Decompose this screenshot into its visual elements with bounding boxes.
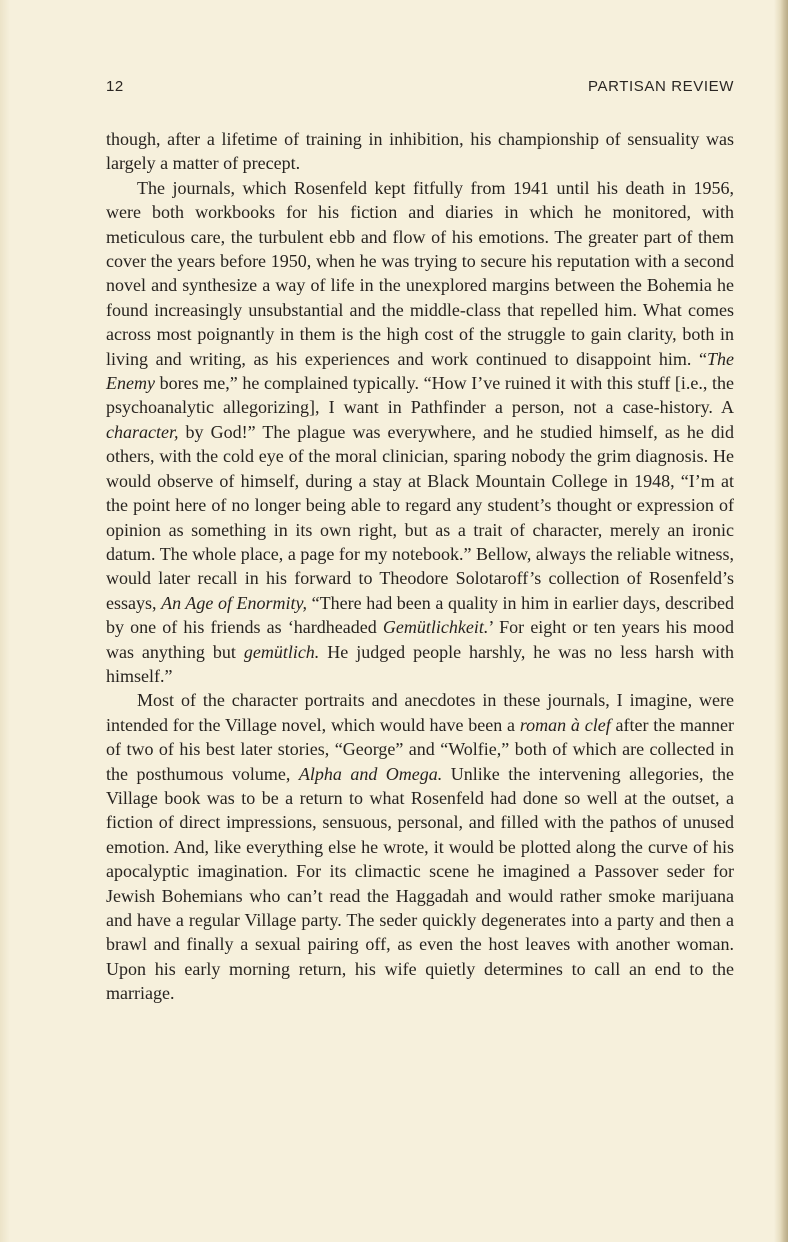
- paragraph-text: “There had been a quality in him in earlier days, described by one of his friends as ‘hardheaded: [106, 592, 734, 638]
- paragraph: [106, 688, 734, 1005]
- running-head: [106, 78, 734, 102]
- paragraph-text: Most of the character portraits and anecdotes in these journals, I imagine, were intended for the Village novel, which would have been a: [106, 690, 734, 735]
- paragraph-text: Unlike the intervening allegories, the Village book was to be a return to what Rosenfeld had done so well at the outset, a fiction of direct impressions, sensuous, personal, and filled with the pathos of unused emotion. And, like everything else he wrote, it would be plotted along the curve of his apocalyptic imagination. For its climactic scene he imagined a Passover seder for Jewish Bohemians who can’t read the Haggadah and would rather smoke marijuana and have a regular Village party. The seder quickly degenerates into a party and then a brawl and finally a sexual pairing off, as even the host leaves with another woman. Upon his early morning return, his wife quietly determines to call an end to the marriage.: [106, 763, 734, 1004]
- italic-text: An Age of Enormity,: [161, 592, 308, 613]
- italic-text: Alpha and Omega.: [298, 763, 443, 784]
- body-text: [106, 127, 734, 1006]
- paragraph-text: He judged people harshly, he was no less harsh with himself.”: [106, 641, 734, 686]
- paragraph-text: ’ For eight or ten years his mood was anything but: [106, 617, 734, 662]
- paragraph-text: bores me,” he complained typically. “How I’ve ruined it with this stuff [i.e., the psychoanalytic allegorizing], I want in Pathfinder a person, not a case-history. A: [106, 373, 734, 418]
- page-right-edge: [774, 0, 788, 1242]
- italic-text: gemütlich.: [243, 641, 320, 662]
- paragraph-text: though, after a lifetime of training in inhibition, his championship of sensuality was largely a matter of precept.: [106, 129, 734, 174]
- italic-text: character,: [106, 421, 179, 442]
- page-number: 12: [106, 78, 124, 95]
- paragraph-text: by God!” The plague was everywhere, and he studied himself, as he did others, with the cold eye of the moral clinician, sparing nobody the grim diagnosis. He would observe of himself, during a stay at Black Mountain College in 1948, “I’m at the point here of no longer being able to regard any student’s thought or expression of opinion as something in its own right, but as a trait of character, merely an ironic datum. The whole place, a page for my notebook.” Bellow, always the reliable witness, would later recall in his forward to Theodore Solotaroff’s collection of Rosenfeld’s essays,: [106, 421, 734, 613]
- paragraph-text: The journals, which Rosenfeld kept fitfully from 1941 until his death in 1956, were both workbooks for his fiction and diaries in which he monitored, with meticulous care, the turbulent ebb and flow of his emotions. The greater part of them cover the years before 1950, when he was trying to secure his reputation with a second novel and synthesize a way of life in the unexplored margins between the Bohemia he found increasingly unsubstantial and the middle-class that repelled him. What comes across most poignantly in them is the high cost of the struggle to gain clarity, both in living and writing, as his experiences and work continued to disappoint him. “: [106, 177, 734, 369]
- journal-title: PARTISAN REVIEW: [588, 78, 734, 95]
- paragraph: [106, 176, 734, 689]
- italic-text: Gemütlichkeit.: [382, 617, 489, 638]
- italic-text: roman à clef: [519, 714, 611, 735]
- italic-text: The Enemy: [106, 348, 734, 394]
- paragraph-text: after the manner of two of his best later stories, “George” and “Wolfie,” both of which are collected in the posthumous volume,: [106, 714, 734, 784]
- paragraph: [106, 127, 734, 176]
- page-left-edge: [0, 0, 10, 1242]
